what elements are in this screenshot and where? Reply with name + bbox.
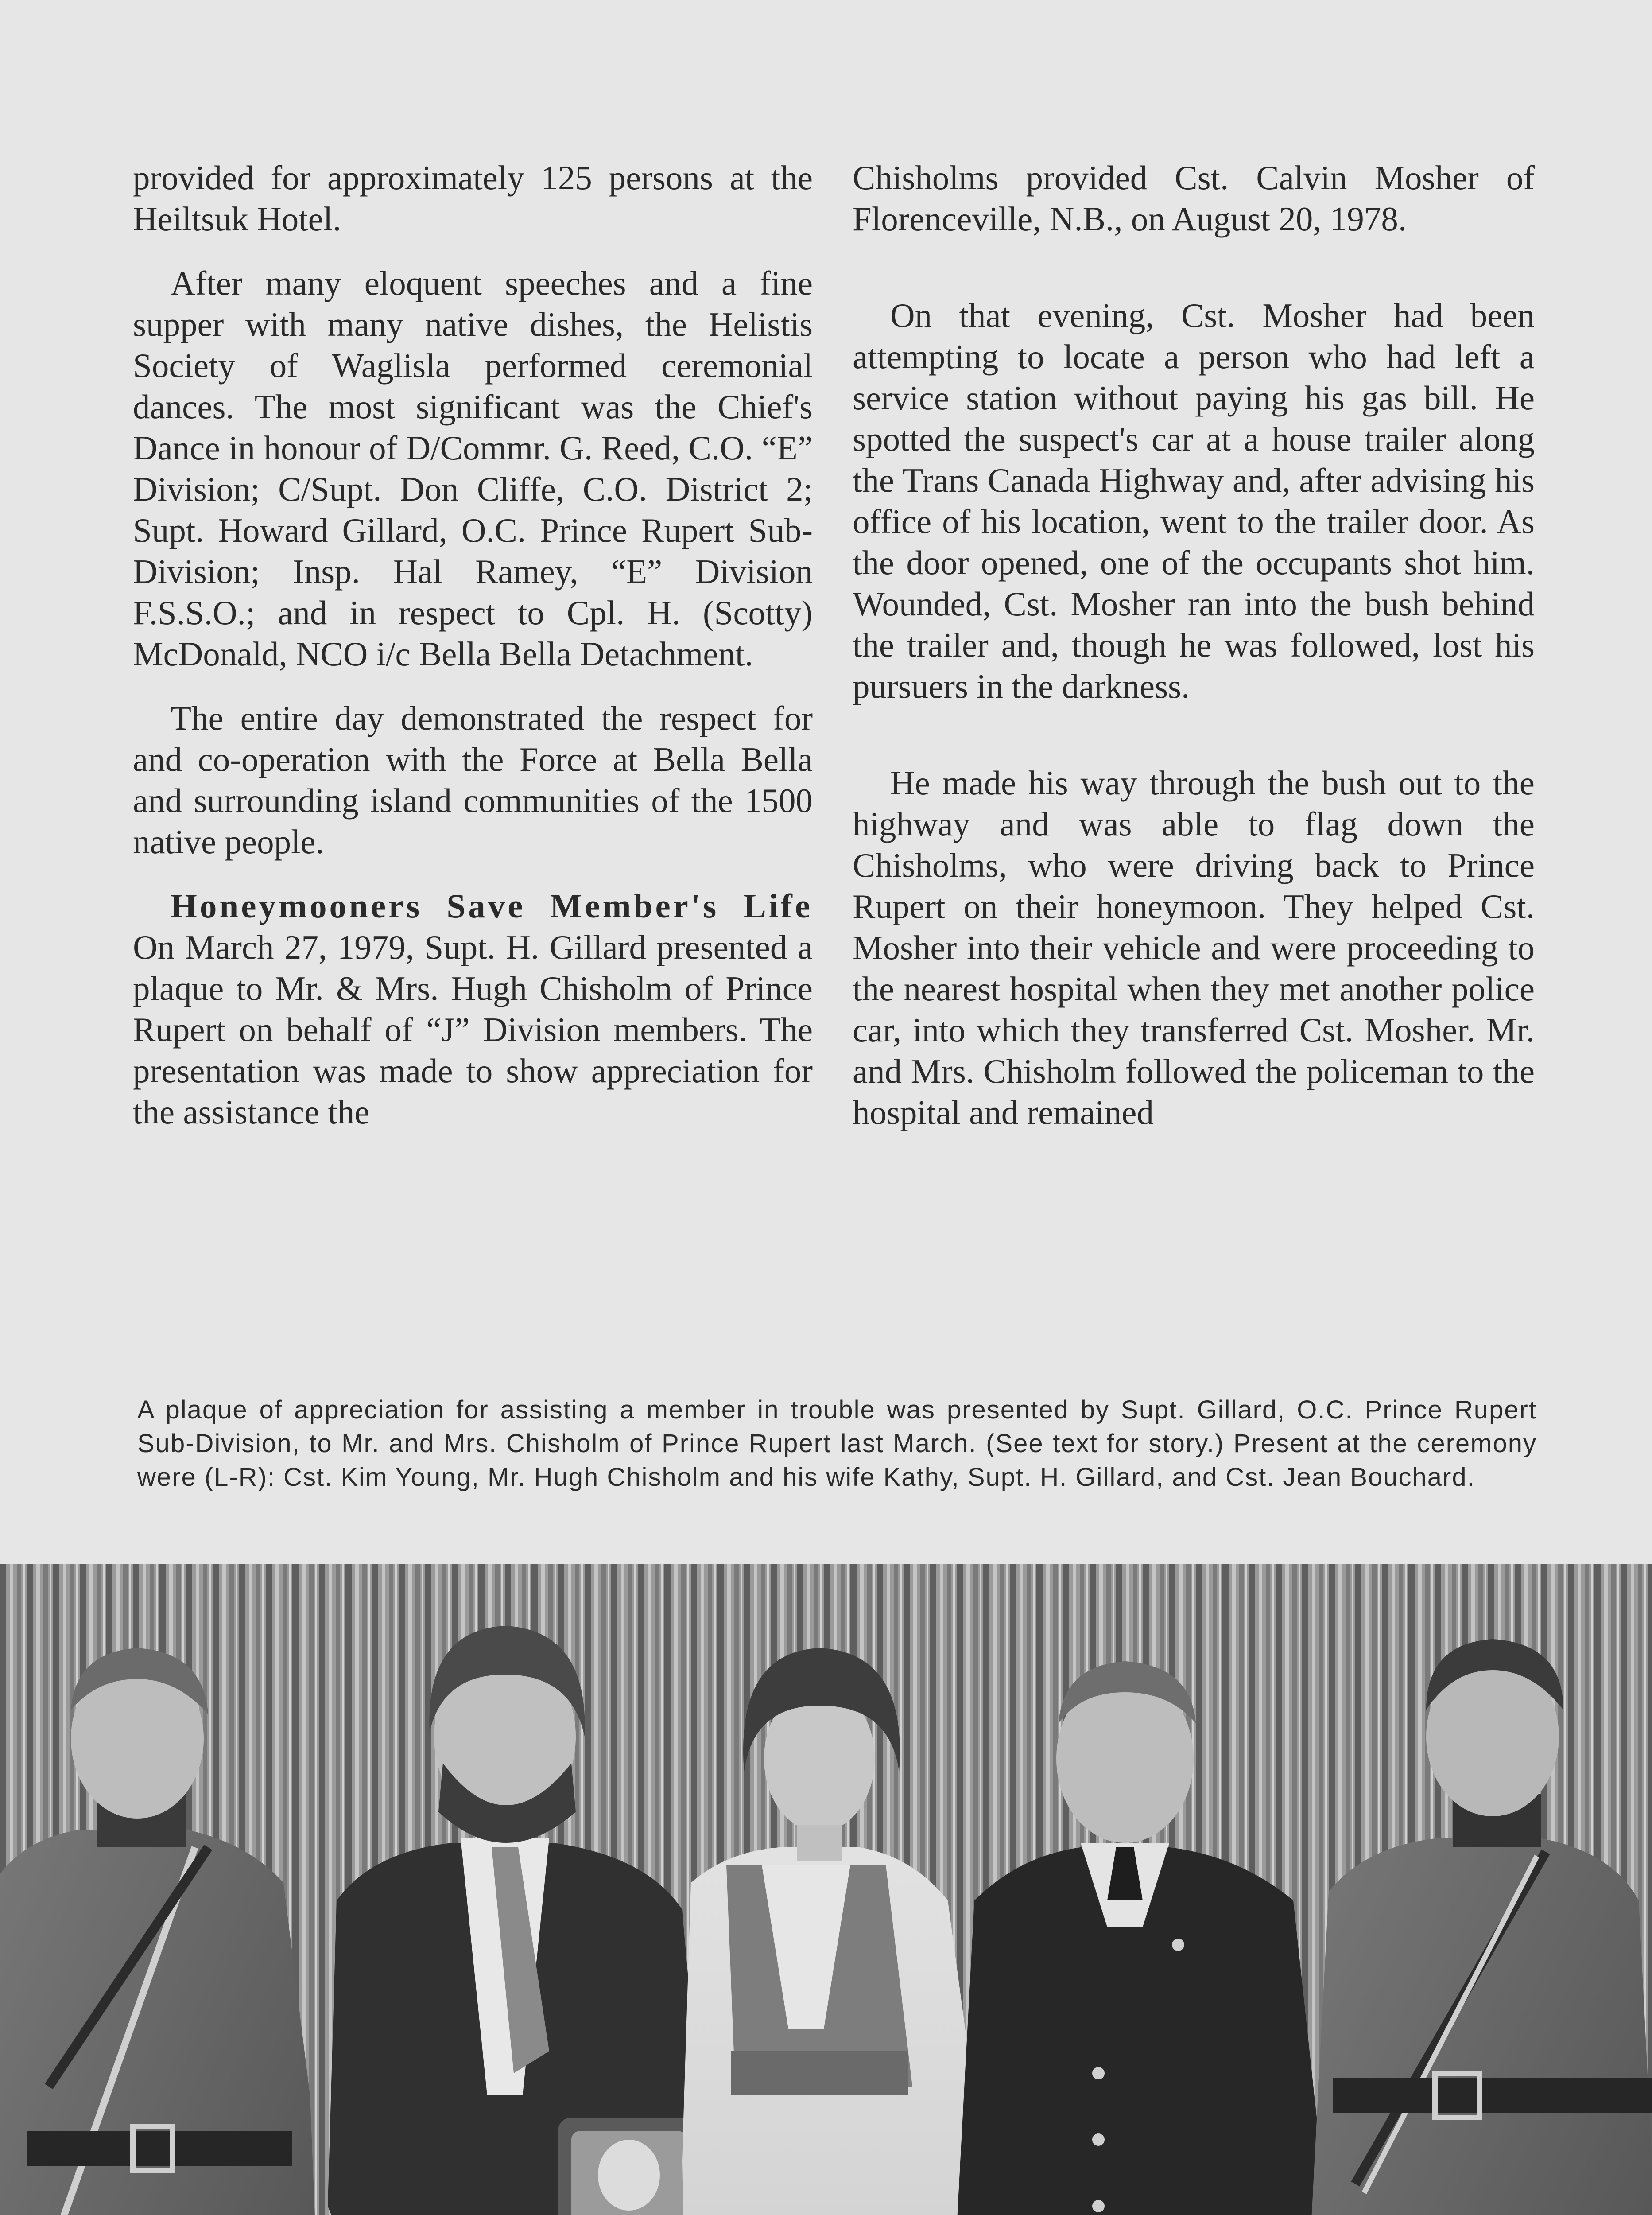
section-heading: Honeymooners Save Member's Life [171, 887, 813, 925]
group-photograph [0, 1564, 1652, 2215]
right-text-column [853, 157, 1535, 1156]
paragraph: provided for approximately 125 persons at the Heiltsuk Hotel. [133, 159, 813, 238]
photo-caption: A plaque of appreciation for assisting a member in trouble was presented by Supt. Gillard, O.C. Prince Rupert Sub-Division, to Mr. and Mrs. Chisholm of Prince Rupert last March. (See text for story.) Present at the ceremony were (L-R): Cst. Kim Young, Mr. Hugh Chisholm and his wife Kathy, Supt. H. Gillard, and Cst. Jean Bouchard. [137, 1395, 1537, 1492]
honeymooners-paragraph [133, 886, 813, 1133]
paragraph: The entire day demonstrated the respect for and co-operation with the Force at Bella Bella and surrounding island communities of the 1500 native people. [133, 699, 813, 861]
paragraph: After many eloquent speeches and a fine supper with many native dishes, the Helistis Society of Waglisla performed ceremonial dances. The most significant was the Chief's Dance in honour of D/Commr. G. Reed, C.O. “E” Division; C/Supt. Don Cliffe, C.O. District 2; Supt. Howard Gillard, O.C. Prince Rupert Sub-Division; Insp. Hal Ramey, “E” Division F.S.S.O.; and in respect to Cpl. H. (Scotty) McDonald, NCO i/c Bella Bella Detachment. [133, 264, 813, 673]
photo-illustration [0, 1564, 1652, 2215]
paragraph: He made his way through the bush out to the highway and was able to flag down the Chisholms, who were driving back to Prince Rupert on their honeymoon. They helped Cst. Mosher into their vehicle and were proceeding to the nearest hospital when they met another police car, into which they transferred Cst. Mosher. Mr. and Mrs. Chisholm followed the policeman to the hospital and remained [853, 764, 1535, 1131]
paragraph: Chisholms provided Cst. Calvin Mosher of Florenceville, N.B., on August 20, 1978. [853, 159, 1535, 238]
paragraph: On that evening, Cst. Mosher had been attempting to locate a person who had left a service station without paying his gas bill. He spotted the suspect's car at a house trailer along the Trans Canada Highway and, after advising his office of his location, went to the trailer door. As the door opened, one of the occupants shot him. Wounded, Cst. Mosher ran into the bush behind the trailer and, though he was followed, lost his pursuers in the darkness. [853, 296, 1535, 705]
paragraph-text: On March 27, 1979, Supt. H. Gillard presented a plaque to Mr. & Mrs. Hugh Chisholm of Prince Rupert on behalf of “J” Division members. The presentation was made to show appreciation for the assistance the [133, 928, 813, 1131]
left-text-column [133, 157, 813, 1156]
